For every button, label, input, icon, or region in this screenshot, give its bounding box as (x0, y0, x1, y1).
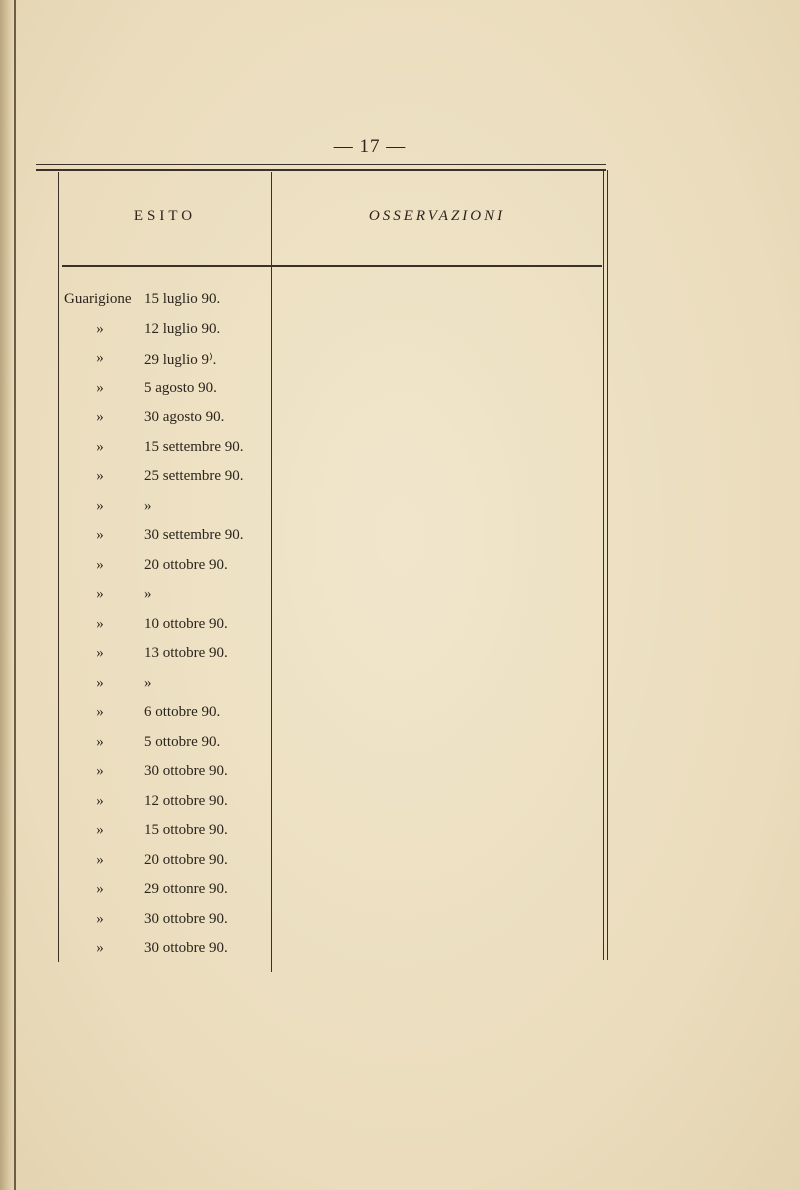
table-row (60, 586, 270, 615)
table-top-rule (36, 164, 606, 165)
table-row (60, 409, 270, 438)
outcome-date: 15 luglio 90. (144, 291, 221, 307)
ditto-mark: » (96, 851, 104, 868)
outcome-date: 10 ottobre 90. (144, 615, 228, 632)
table-row (60, 557, 270, 586)
outcome-date: 30 settembre 90. (144, 527, 244, 543)
ditto-mark: » (96, 438, 104, 455)
outcome-date: 30 ottobre 90. (144, 940, 228, 956)
outcome-date: 30 agosto 90. (144, 409, 225, 425)
table-row (60, 881, 270, 910)
ditto-mark: » (96, 704, 104, 720)
outcome-date: 30 ottobre 90. (144, 910, 228, 927)
ditto-mark: » (96, 350, 104, 366)
outcome-date: 13 ottobre 90. (144, 645, 228, 661)
outcome-date: » (144, 497, 152, 514)
table-row (60, 822, 270, 851)
binding-edge (14, 0, 16, 1190)
outcome-date: 12 luglio 90. (144, 320, 221, 337)
ditto-mark: » (96, 409, 104, 425)
ditto-mark: » (96, 527, 104, 543)
ditto-mark: » (96, 320, 104, 337)
outcome-date: 5 ottobre 90. (144, 733, 221, 750)
ditto-mark: » (96, 822, 104, 838)
bleed-through-text (272, 180, 602, 740)
table-row (60, 675, 270, 704)
ditto-mark: » (96, 910, 104, 927)
header-osservazioni: OSSERVAZIONI (368, 208, 506, 224)
table-row (60, 321, 270, 350)
table-left-border (58, 172, 59, 962)
ditto-mark: » (96, 940, 104, 956)
ditto-mark: » (96, 792, 104, 809)
table-row (60, 645, 270, 674)
table-row (60, 380, 270, 409)
binding-shadow (0, 0, 14, 1190)
table-row (60, 763, 270, 792)
table-row (60, 940, 270, 969)
table-right-border-outer (607, 170, 608, 960)
ditto-mark: » (96, 615, 104, 632)
ditto-mark: » (96, 379, 104, 396)
table-row (60, 852, 270, 881)
table-row (60, 911, 270, 940)
table-row (60, 793, 270, 822)
outcome-date: 30 ottobre 90. (144, 763, 228, 779)
table-row (60, 734, 270, 763)
ditto-mark: » (96, 763, 104, 779)
outcome-date: 25 settembre 90. (144, 468, 244, 484)
outcome-date: 29 ottonre 90. (144, 881, 228, 897)
ditto-mark: » (96, 468, 104, 484)
outcome-label: Guarigione (64, 291, 132, 307)
table-row (60, 291, 270, 320)
outcome-date: » (144, 674, 152, 691)
ditto-mark: » (96, 586, 104, 602)
outcome-date: 15 ottobre 90. (144, 822, 228, 838)
table-row (60, 704, 270, 733)
ditto-mark: » (96, 733, 104, 750)
ditto-mark: » (96, 556, 104, 573)
outcome-date: 5 agosto 90. (144, 379, 217, 396)
table-top-rule-double (36, 169, 606, 171)
outcome-date: 6 ottobre 90. (144, 704, 221, 720)
ditto-mark: » (96, 645, 104, 661)
ditto-mark: » (96, 497, 104, 514)
table-row (60, 439, 270, 468)
ditto-mark: » (96, 674, 104, 691)
page-number: — 17 — (333, 136, 407, 157)
outcome-date: 12 ottobre 90. (144, 792, 228, 809)
table-row (60, 468, 270, 497)
table-right-border (603, 170, 604, 960)
outcome-date: » (144, 586, 152, 602)
outcome-date: 15 settembre 90. (144, 438, 244, 455)
table-row (60, 498, 270, 527)
outcome-date: 29 luglio 9⁾. (144, 352, 217, 368)
ditto-mark: » (96, 881, 104, 897)
table-row (60, 527, 270, 556)
table-row (60, 350, 270, 379)
outcome-date: 20 ottobre 90. (144, 851, 228, 868)
outcome-date: 20 ottobre 90. (144, 556, 228, 573)
table-row (60, 616, 270, 645)
header-esito: ESITO (133, 208, 197, 224)
